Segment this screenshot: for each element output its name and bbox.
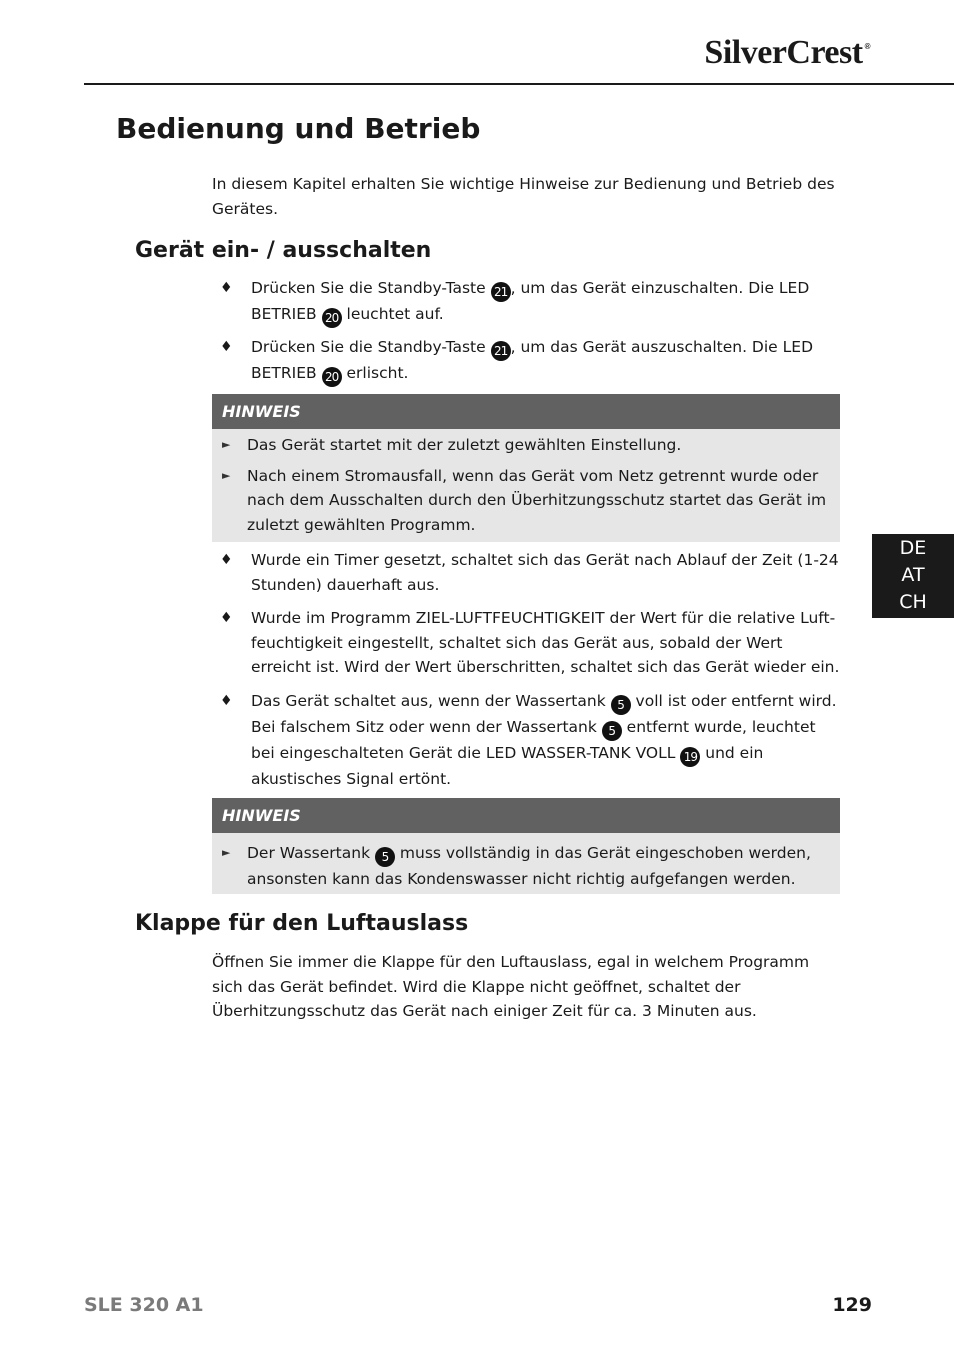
air-outlet-paragraph: Öffnen Sie immer die Klappe für den Luftauslass, egal in welchem Programm sich das Gerät befindet. Wird die Klappe nicht geöffnet, schaltet der Überhitzungsschutz das Gerät nach einiger Zeit für ca. 3 Minuten aus. [212, 953, 810, 1020]
section-heading-power: Gerät ein- / ausschalten [135, 238, 432, 263]
callout-number: 19 [680, 747, 700, 767]
diamond-bullet-icon: ♦ [220, 610, 233, 626]
diamond-bullet-icon: ♦ [220, 693, 233, 709]
page-number: 129 [832, 1294, 872, 1316]
language-tab [872, 534, 954, 618]
diamond-bullet-icon: ♦ [220, 280, 233, 296]
note-item: ► Das Gerät startet mit der zuletzt gewählten Einstellung. [212, 433, 840, 458]
arrow-bullet-icon: ► [222, 438, 231, 451]
bullet-item-text: Drücken Sie die Standby-Taste 21 , um das Gerät auszuschalten. Die LED BETRIEB 20 erlischt. [251, 335, 842, 387]
callout-number: 5 [602, 721, 622, 741]
bullet-item-humidity [212, 606, 842, 680]
bullet-item-timer [212, 548, 842, 597]
language-code: CH [899, 591, 927, 613]
callout-number: 5 [375, 847, 395, 867]
note-box-2 [212, 798, 840, 894]
arrow-bullet-icon: ► [222, 468, 231, 482]
bullet-item-text: Wurde im Programm ZIEL-LUFTFEUCHTIGKEIT der Wert für die relative Luftfeuchtigkeit eingestellt, schaltet sich das Gerät aus, sobald der Wert erreicht ist. Wird der Wert überschritten, schaltet sich das Gerät wieder ein. [251, 609, 840, 676]
brand-name: SilverCrest [704, 34, 863, 71]
note-item: ► Nach einem Stromausfall, wenn das Gerät vom Netz getrennt wurde oder nach dem Ausschalten durch den Überhitzungsschutz startet das Gerät im zuletzt gewählten Programm. [212, 464, 840, 538]
language-code: DE [899, 537, 927, 559]
registered-mark: ® [864, 42, 870, 51]
callout-number: 21 [491, 282, 511, 302]
note-item: ► Der Wassertank 5 muss vollständig in das Gerät eingeschoben werden, ansonsten kann das Kondenswasser nicht richtig aufgefangen werden. [212, 841, 840, 892]
brand-logo [704, 34, 870, 72]
bullet-item-power-on [212, 276, 842, 328]
diamond-bullet-icon: ♦ [220, 552, 233, 568]
intro-paragraph: In diesem Kapitel erhalten Sie wichtige Hinweise zur Bedienung und Betrieb des Gerätes. [212, 175, 835, 218]
bullet-item-power-off [212, 335, 842, 387]
footer-model: SLE 320 A1 [84, 1294, 204, 1316]
language-code: AT [901, 564, 925, 586]
arrow-bullet-icon: ► [222, 846, 231, 859]
note-box-1 [212, 394, 840, 542]
header-rule [84, 83, 954, 85]
bullet-item-text: Wurde ein Timer gesetzt, schaltet sich das Gerät nach Ablauf der Zeit (1-24 Stunden) dauerhaft aus. [251, 551, 839, 594]
callout-number: 20 [322, 308, 342, 328]
bullet-item-text: Drücken Sie die Standby-Taste 21 , um das Gerät einzuschalten. Die LED BETRIEB 20 leuchtet auf. [251, 276, 842, 328]
callout-number: 21 [491, 341, 511, 361]
diamond-bullet-icon: ♦ [220, 339, 233, 355]
note-label: HINWEIS [212, 394, 840, 429]
page-title: Bedienung und Betrieb [116, 112, 481, 145]
callout-number: 20 [322, 367, 342, 387]
section-heading-air-outlet: Klappe für den Luftauslass [135, 911, 469, 936]
bullet-item-water-tank [212, 689, 842, 792]
note-label: HINWEIS [212, 798, 840, 833]
callout-number: 5 [611, 695, 631, 715]
bullet-item-text: Das Gerät schaltet aus, wenn der Wassertank 5 voll ist oder entfernt wird. Bei falschem Sitz oder wenn der Wassertank 5 entfernt wurde, leuchtet bei eingeschalteten Gerät die LED WASSER-TANK VOLL 19 und ein akustisches Signal ertönt. [251, 692, 837, 788]
